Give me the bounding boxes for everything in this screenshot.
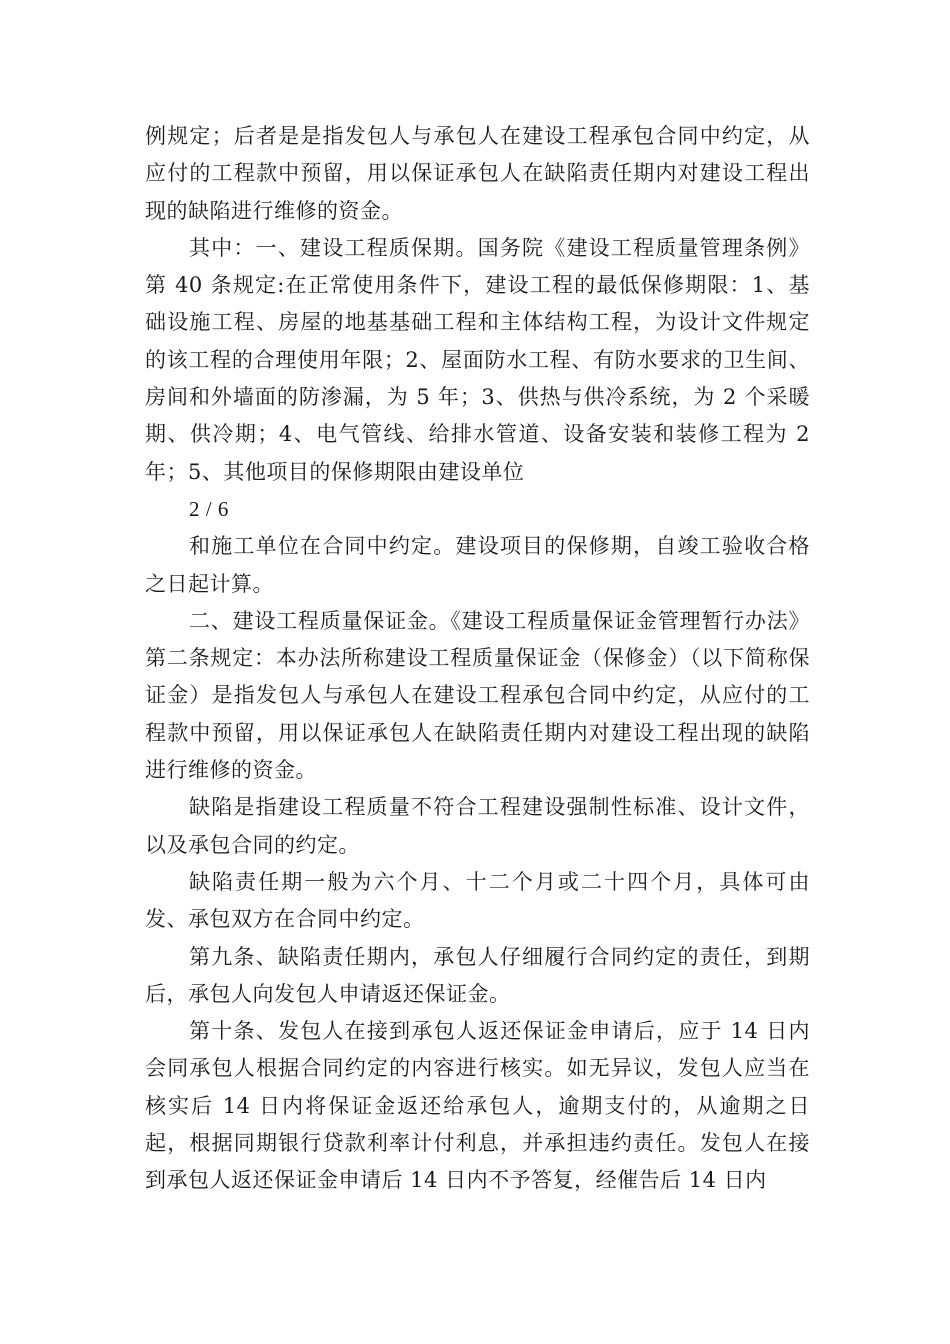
paragraph-contract-agreement: 和施工单位在合同中约定。建设项目的保修期，自竣工验收合格之日起计算。 <box>145 534 810 596</box>
paragraph-article-nine: 第九条、缺陷责任期内，承包人仔细履行合同约定的责任，到期后，承包人向发包人申请返还保证金。 <box>145 944 810 1006</box>
paragraph-defect-period: 缺陷责任期一般为六个月、十二个月或二十四个月，具体可由发、承包双方在合同中约定。 <box>145 869 810 932</box>
page-number: 2 / 6 <box>189 496 229 521</box>
document-body <box>145 118 810 1200</box>
paragraph-continued: 例规定；后者是是指发包人与承包人在建设工程承包合同中约定，从应付的工程款中预留，用以保证承包人在缺陷责任期内对建设工程出现的缺陷进行维修的资金。 <box>145 124 810 223</box>
paragraph-warranty-period: 其中：一、建设工程质保期。国务院《建设工程质量管理条例》第 40 条规定:在正常使用条件下，建设工程的最低保修期限：1、基础设施工程、房屋的地基基础工程和主体结构工程，为设计文件规定的该工程的合理使用年限；2、屋面防水工程、有防水要求的卫生间、房间和外墙面的防渗漏，为 5 年；3、供热与供冷系统，为 2 个采暖期、供冷期；4、电气管线、给排水管道、设备安装和装修工程为 2 年；5、其他项目的保修期限由建设单位 <box>145 235 810 484</box>
paragraph-article-ten: 第十条、发包人在接到承包人返还保证金申请后，应于 14 日内会同承包人根据合同约定的内容进行核实。如无异议，发包人应当在核实后 14 日内将保证金返还给承包人，逾期支付的，从逾期之日起，根据同期银行贷款利率计付利息，并承担违约责任。发包人在接到承包人返还保证金申请后 14 日内不予答复，经催告后 14 日内 <box>145 1019 810 1193</box>
paragraph-quality-deposit: 二、建设工程质量保证金。《建设工程质量保证金管理暂行办法》第二条规定：本办法所称建设工程质量保证金（保修金）（以下简称保证金）是指发包人与承包人在建设工程承包合同中约定，从应付的工程款中预留，用以保证承包人在缺陷责任期内对建设工程出现的缺陷进行维修的资金。 <box>145 608 810 783</box>
paragraph-defect-definition: 缺陷是指建设工程质量不符合工程建设强制性标准、设计文件，以及承包合同的约定。 <box>145 795 810 857</box>
